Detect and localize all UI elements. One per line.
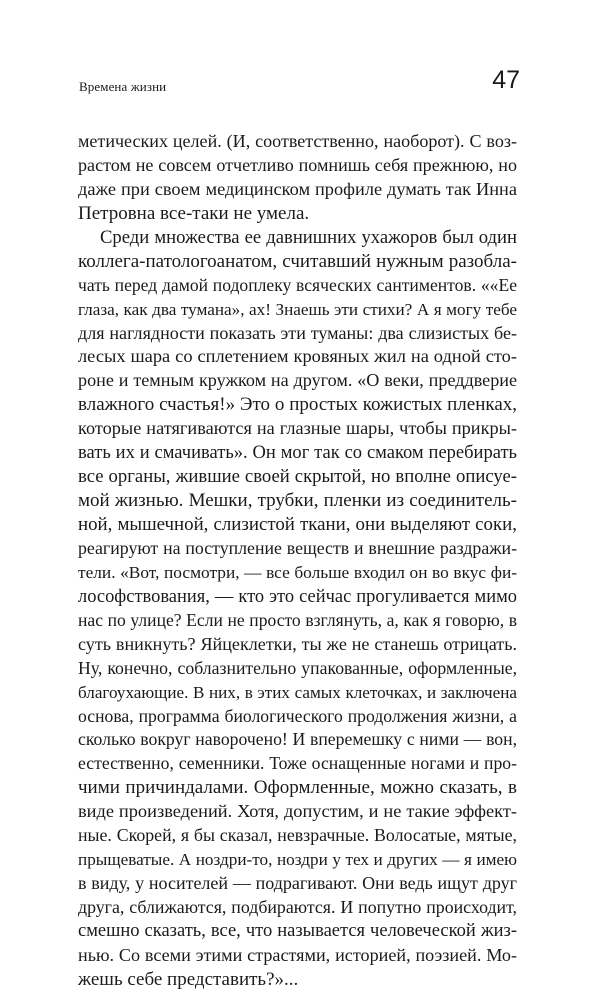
text-line: роне и темным кружком на другом. «О веки, преддверие xyxy=(78,370,517,391)
text-line: мой жизнью. Мешки, трубки, пленки из соединитель- xyxy=(78,490,517,512)
text-line: лософствования, — кто это сейчас прогуливается мимо xyxy=(78,585,517,606)
text-line: Среди множества ее давнишних ухажоров был один xyxy=(100,226,517,248)
text-line: смешно сказать, все, что называется человеческой жиз- xyxy=(78,920,517,941)
text-line: глаза, как два тумана», ах! Знаешь эти стихи? А я могу тебе xyxy=(78,299,517,319)
text-line: метических целей. (И, соответственно, наоборот). С воз- xyxy=(78,131,517,151)
text-line: лесых шара со сплетением кровяных жил на одной сто- xyxy=(78,346,517,367)
text-line: нас по улице? Если не просто взглянуть, а, как я говорю, в xyxy=(78,609,517,630)
page-number: 47 xyxy=(492,66,520,94)
text-line: Ну, конечно, соблазнительно упакованные, оформленные, xyxy=(78,657,517,678)
text-line: ные. Скорей, я бы сказал, невзрачные. Волосатые, мятые, xyxy=(78,825,517,846)
text-line: суть вникнуть? Яйцеклетки, ты же не станешь отрицать. xyxy=(78,633,517,654)
text-line: жешь себе представить?»... xyxy=(78,968,299,990)
text-line: чать перед дамой подоплеку всяческих сантиментов. ««Ее xyxy=(78,274,517,295)
text-line: чими причиндалами. Оформленные, можно сказать, в xyxy=(78,777,517,799)
text-line: коллега-патологоанатом, считавший нужным разобла- xyxy=(78,250,517,272)
text-line: друга, сближаются, подбираются. И попутно происходит, xyxy=(78,897,517,917)
text-line: даже при своем медицинском профиле думать так Инна xyxy=(78,178,517,199)
text-line: благоухающие. В них, в этих самых клеточках, и заключена xyxy=(78,682,517,702)
text-line: основа, программа биологического продолжения жизни, а xyxy=(78,705,517,726)
text-line: нью. Со всеми этими страстями, историей, поэзией. Мо- xyxy=(78,944,517,965)
text-line: растом не совсем отчетливо помнишь себя прежнюю, но xyxy=(78,154,517,175)
text-line: реагируют на поступление веществ и внешние раздражи- xyxy=(78,537,517,558)
text-line: все органы, жившие своей скрытой, но вполне описуе- xyxy=(78,466,517,488)
text-line: которые натягиваются на глазные шары, чтобы прикры- xyxy=(78,418,517,439)
text-line: вать их и смачивать». Он мог так со смаком перебирать xyxy=(78,442,517,464)
text-line: ной, мышечной, слизистой ткани, они выделяют соки, xyxy=(78,514,517,535)
text-line: влажного счастья!» Это о простых кожистых пленках, xyxy=(78,394,517,416)
text-line: для наглядности показать эти туманы: два слизистых бе- xyxy=(78,322,517,343)
text-line: виде произведений. Хотя, допустим, и не такие эффект- xyxy=(78,801,517,822)
text-line: прыщеватые. А ноздри-то, ноздри у тех и других — я имею xyxy=(78,850,517,870)
body-text xyxy=(78,130,517,992)
text-line: естественно, семенники. Тоже оснащенные ногами и про- xyxy=(78,753,517,774)
text-line: Петровна все-таки не умела. xyxy=(78,202,310,224)
text-line: в виду, у носителей — подрагивают. Они ведь ищут друг xyxy=(78,873,517,894)
text-line: тели. «Вот, посмотри, — все больше входил он во вкус фи- xyxy=(78,562,517,582)
running-title: Времена жизни xyxy=(79,79,167,94)
text-line: сколько вокруг наворочено! И вперемешку с ними — вон, xyxy=(78,729,517,750)
